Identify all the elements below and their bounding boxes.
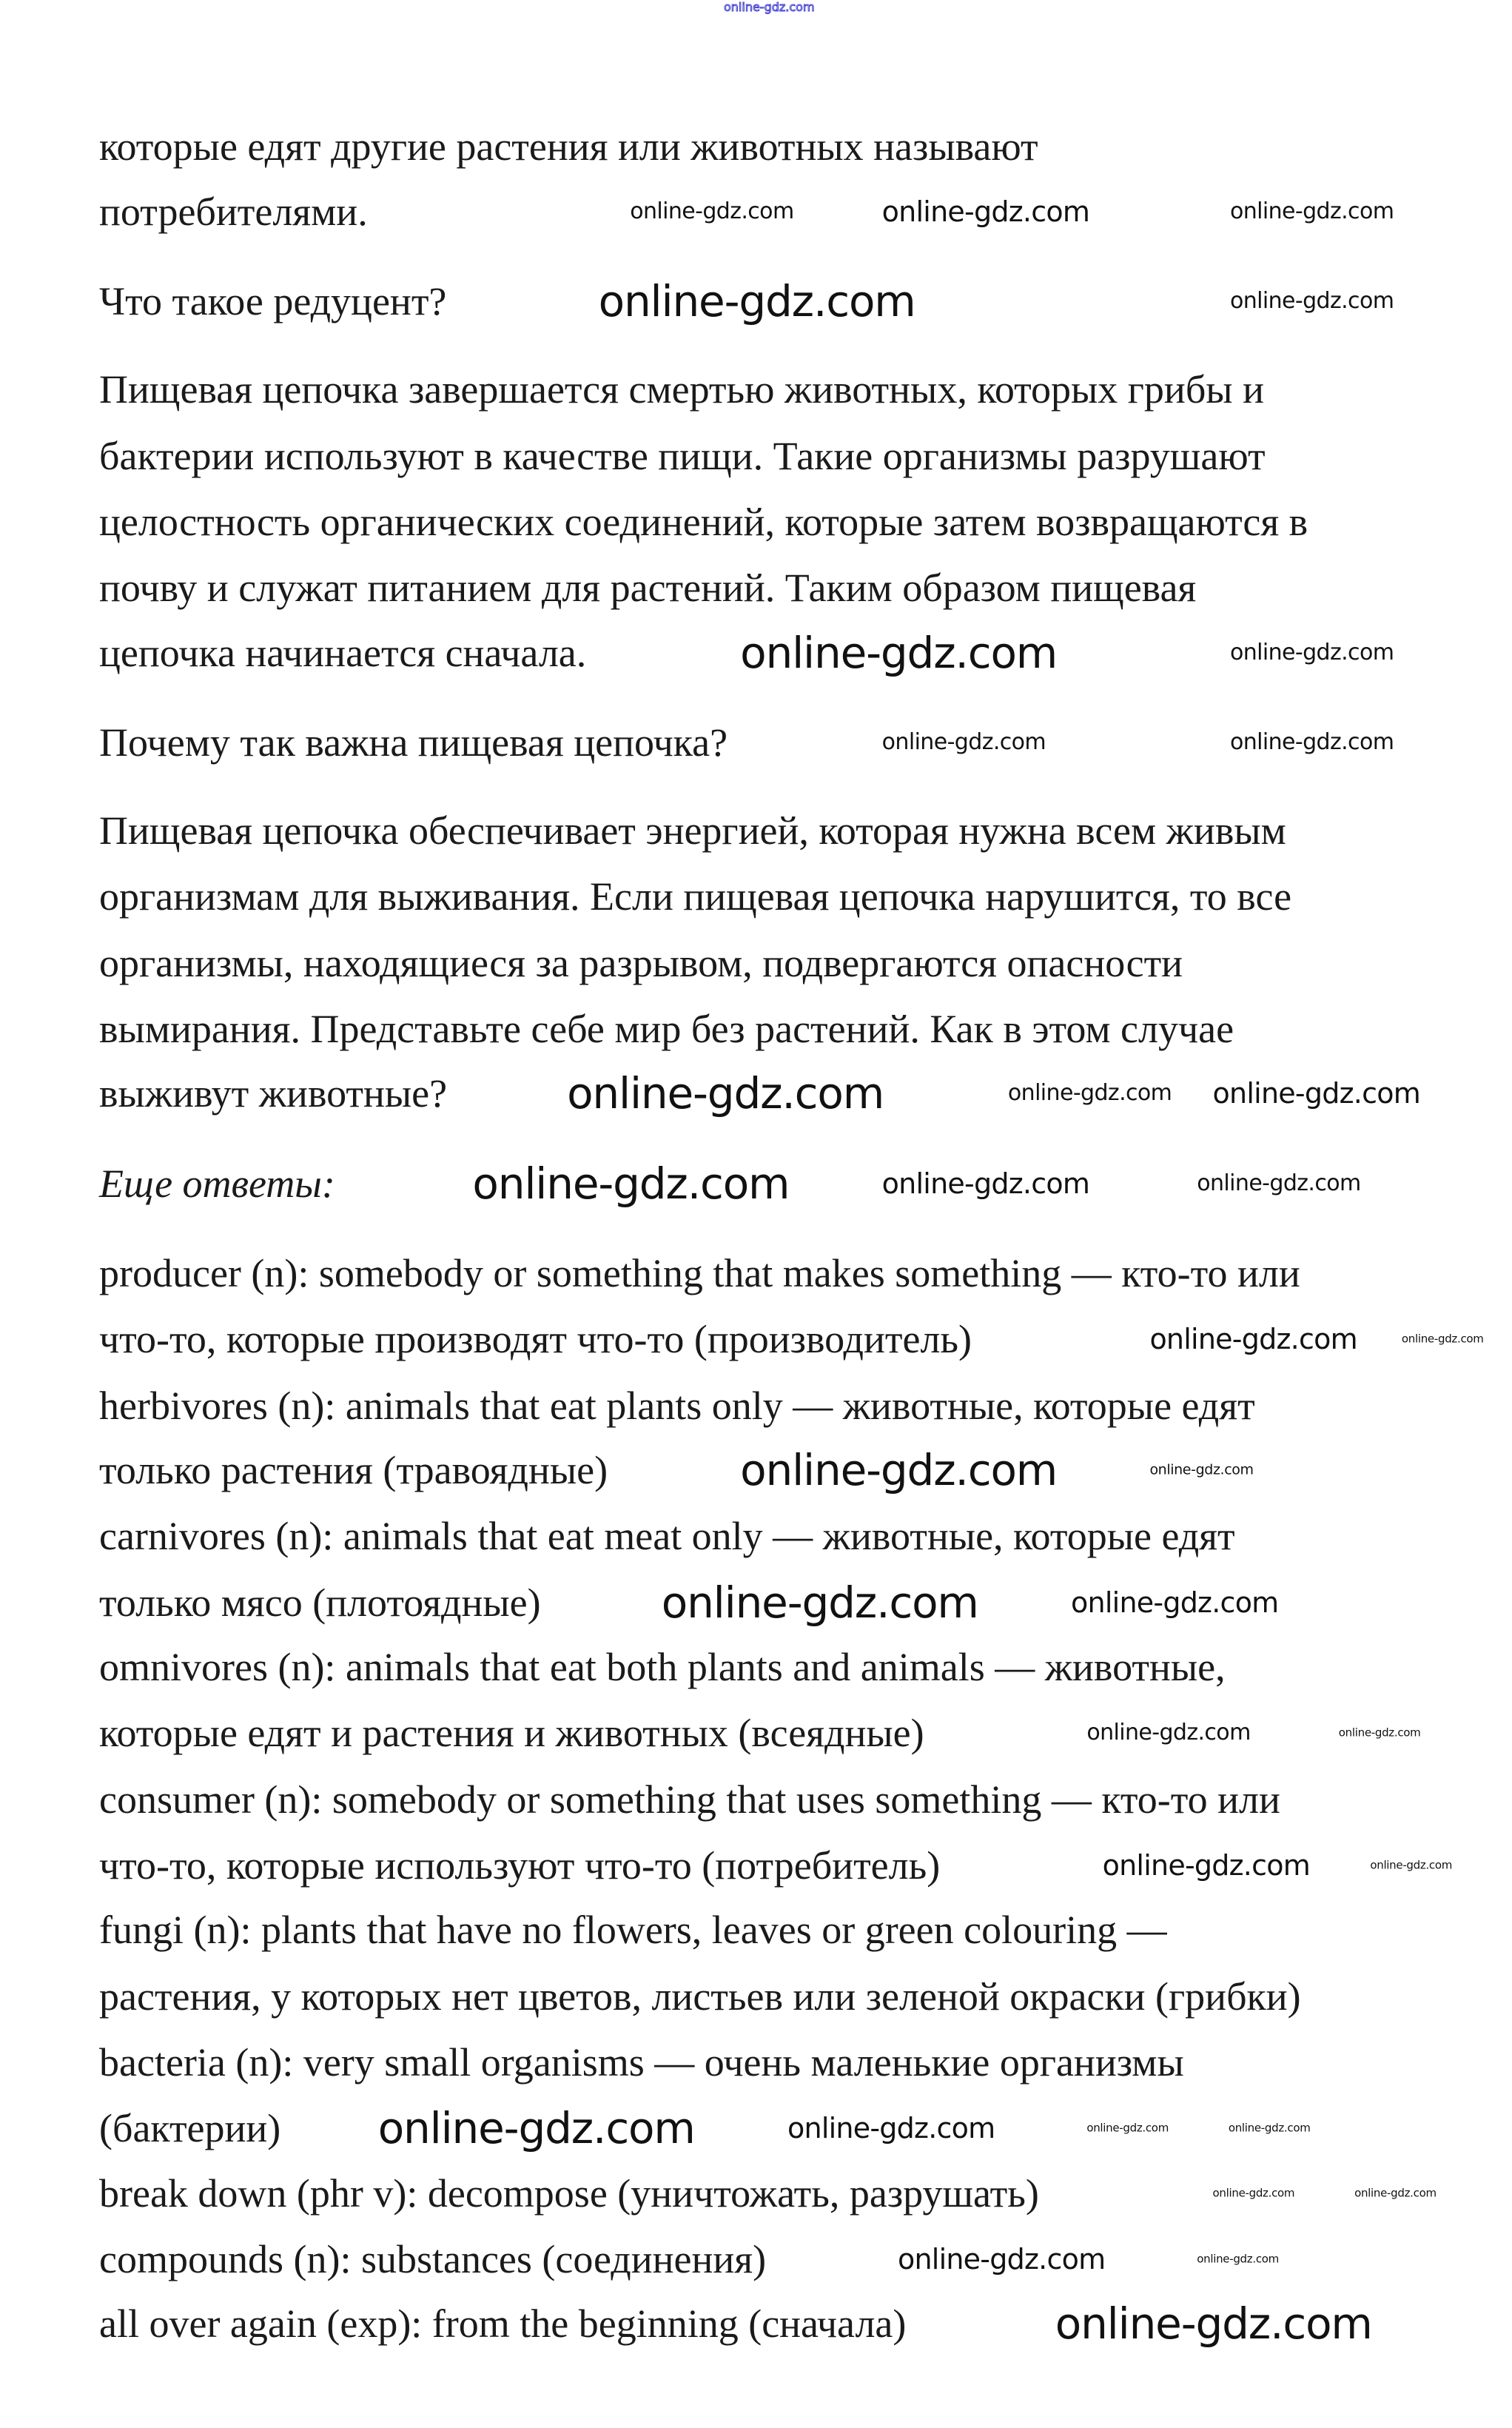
text-line: растения, у которых нет цветов, листьев или зеленой окраски (грибки) — [99, 1973, 1301, 2019]
text-line: почву и служат питанием для растений. Таким образом пищевая — [99, 566, 1197, 611]
text-line: carnivores (n): animals that eat meat only — животные, которые едят — [99, 1514, 1235, 1559]
text-line: только растения (травоядные) — [99, 1447, 608, 1492]
text-line: только мясо (плотоядные) — [99, 1580, 541, 1625]
watermark: online-gdz.com — [787, 2112, 995, 2145]
watermark: online-gdz.com — [661, 1577, 978, 1628]
watermark: online-gdz.com — [1338, 1726, 1421, 1740]
watermark: online-gdz.com — [1229, 198, 1394, 224]
text-line: организмы, находящиеся за разрывом, подвергаются опасности — [99, 940, 1183, 985]
text-line: что-то, которые используют что-то (потребитель) — [99, 1843, 941, 1888]
text-line: (бактерии) — [99, 2106, 281, 2151]
text-line: all over again (exp): from the beginning (сначала) — [99, 2301, 907, 2347]
text-line: Почему так важна пищевая цепочка? — [99, 720, 728, 765]
watermark: online-gdz.com — [1149, 1461, 1254, 1478]
watermark: online-gdz.com — [1370, 1858, 1453, 1872]
text-line: herbivores (n): animals that eat plants only — животные, которые едят — [99, 1383, 1255, 1428]
text-line: потребителями. — [99, 189, 368, 234]
watermark: online-gdz.com — [1086, 1720, 1251, 1746]
text-line: что-то, которые производят что-то (производитель) — [99, 1317, 972, 1362]
text-line: которые едят и растения и животных (всеядные) — [99, 1711, 924, 1756]
watermark: online-gdz.com — [1228, 2121, 1311, 2135]
text-line: fungi (n): plants that have no flowers, leaves or green colouring — — [99, 1908, 1167, 1953]
watermark: online-gdz.com — [881, 195, 1090, 228]
watermark: online-gdz.com — [567, 1068, 884, 1119]
text-line: Что такое редуцент? — [99, 278, 447, 323]
watermark: online-gdz.com — [1102, 1849, 1311, 1882]
watermark: online-gdz.com — [598, 275, 915, 326]
watermark: online-gdz.com — [740, 1444, 1058, 1495]
watermark: online-gdz.com — [1197, 1170, 1361, 1196]
text-line: Пищевая цепочка обеспечивает энергией, которая нужна всем живым — [99, 808, 1286, 853]
text-line: break down (phr v): decompose (уничтожать, разрушать) — [99, 2170, 1039, 2216]
watermark: online-gdz.com — [897, 2243, 1106, 2276]
text-line: producer (n): somebody or something that makes something — кто-то или — [99, 1250, 1300, 1295]
watermark: online-gdz.com — [1055, 2298, 1372, 2350]
text-line: omnivores (n): animals that eat both plants and animals — животные, — [99, 1644, 1226, 1689]
text-line: bacteria (n): very small organisms — очень маленькие организмы — [99, 2040, 1184, 2085]
text-line: организмам для выживания. Если пищевая цепочка нарушится, то все — [99, 874, 1292, 919]
text-line: Пищевая цепочка завершается смертью животных, которых грибы и — [99, 367, 1264, 412]
watermark: online-gdz.com — [1229, 287, 1394, 314]
text-line: compounds (n): substances (соединения) — [99, 2237, 767, 2282]
text-line: которые едят другие растения или животных называют — [99, 124, 1038, 170]
top-watermark: online-gdz.com — [724, 0, 815, 14]
watermark: online-gdz.com — [377, 2103, 695, 2154]
text-line: цепочка начинается сначала. — [99, 630, 587, 675]
watermark: online-gdz.com — [1197, 2252, 1279, 2266]
watermark: online-gdz.com — [1401, 1332, 1484, 1346]
watermark: online-gdz.com — [1007, 1080, 1172, 1107]
watermark: online-gdz.com — [472, 1158, 790, 1209]
section-heading: Еще ответы: — [99, 1161, 335, 1206]
watermark: online-gdz.com — [1212, 2186, 1295, 2200]
text-line: целостность органических соединений, которые затем возвращаются в — [99, 499, 1308, 544]
watermark: online-gdz.com — [1354, 2186, 1437, 2200]
watermark: online-gdz.com — [1086, 2121, 1169, 2135]
text-line: выживут животные? — [99, 1071, 448, 1116]
watermark: online-gdz.com — [881, 1167, 1090, 1200]
text-line: вымирания. Представьте себе мир без растений. Как в этом случае — [99, 1007, 1234, 1052]
watermark: online-gdz.com — [630, 198, 794, 224]
watermark: online-gdz.com — [1071, 1586, 1279, 1619]
text-line: consumer (n): somebody or something that uses something — кто-то или — [99, 1777, 1280, 1822]
watermark: online-gdz.com — [1229, 639, 1394, 665]
watermark: online-gdz.com — [740, 627, 1058, 678]
text-line: бактерии используют в качестве пищи. Такие организмы разрушают — [99, 433, 1266, 478]
watermark: online-gdz.com — [1229, 728, 1394, 755]
watermark: online-gdz.com — [1149, 1323, 1357, 1356]
watermark: online-gdz.com — [1212, 1077, 1420, 1110]
watermark: online-gdz.com — [881, 728, 1046, 755]
